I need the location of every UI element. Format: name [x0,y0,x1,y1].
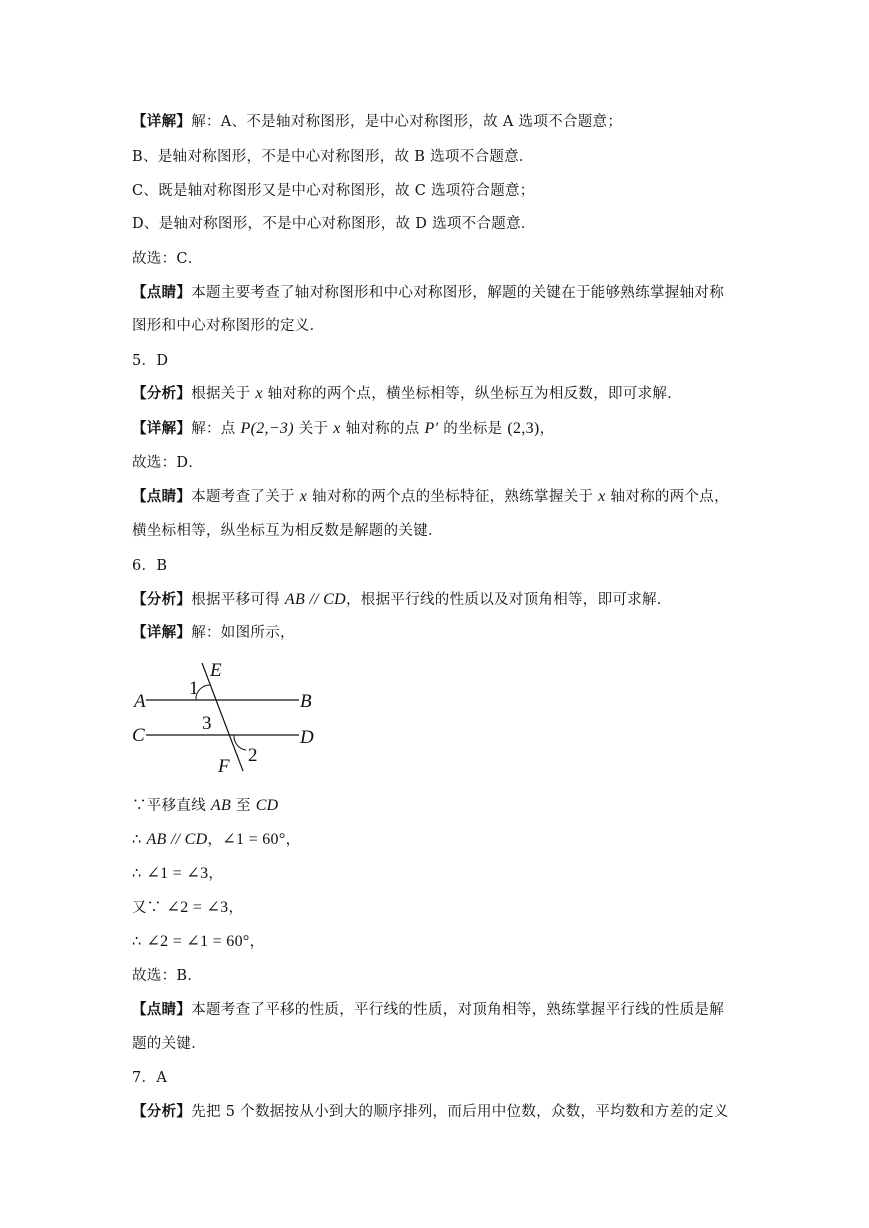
text-line: 【点睛】本题考查了平移的性质，平行线的性质，对顶角相等，熟练掌握平行线的性质是解 [132,1001,724,1018]
text-line: ∵平移直线 AB 至 CD [132,797,279,814]
text-line: 图形和中心对称图形的定义． [132,318,325,334]
label-b: B [300,691,312,712]
label-e: E [210,660,222,681]
text-line: 【分析】根据平移可得 AB // CD，根据平行线的性质以及对顶角相等，即可求解． [132,591,672,608]
label-a: A [134,691,146,712]
text-line: D、是轴对称图形，不是中心对称图形，故 D 选项不合题意． [132,216,536,232]
text-line: 故选：D． [132,455,204,471]
question-number: 7．A [132,1070,168,1086]
text-line: ∴ AB // CD，∠1 = 60°， [132,831,301,848]
angle-2-arc [234,735,246,750]
text-line: 横坐标相等，纵坐标互为相反数是解题的关键． [132,523,443,539]
label-angle-1: 1 [189,678,199,699]
text-line: ∴ ∠1 = ∠3， [132,865,224,882]
text-line: 【分析】先把 5 个数据按从小到大的顺序排列，而后用中位数，众数，平均数和方差的定义 [132,1103,729,1120]
question-number: 6．B [132,558,168,574]
label-d: D [300,727,314,748]
text-line: 【分析】根据关于 x 轴对称的两个点，横坐标相等，纵坐标互为相反数，即可求解． [132,385,683,402]
text-line: 又∵ ∠2 = ∠3， [132,899,244,916]
text-line: 【详解】解：如图所示， [132,624,295,641]
text-line: 题的关键． [132,1036,206,1052]
question-number: 5．D [132,353,169,369]
label-angle-2: 2 [248,745,258,766]
text-line: B、是轴对称图形，不是中心对称图形，故 B 选项不合题意． [132,149,534,165]
text-line: 故选：C． [132,251,203,267]
text-line: 【点睛】本题考查了关于 x 轴对称的两个点的坐标特征，熟练掌握关于 x 轴对称的两个点， [132,488,729,505]
parallel-lines-figure [126,655,326,777]
text-line: 【点睛】本题主要考查了轴对称图形和中心对称图形，解题的关键在于能够熟练掌握轴对称 [132,284,724,301]
text-line: 故选：B． [132,968,203,984]
text-line: ∴ ∠2 = ∠1 = 60°， [132,933,265,950]
label-c: C [132,725,145,746]
text-line: 【详解】解：A、不是轴对称图形，是中心对称图形，故 A 选项不合题意； [132,113,623,130]
text-line: C、既是轴对称图形又是中心对称图形，故 C 选项符合题意； [132,183,535,199]
text-line: 【详解】解：点 P(2,−3) 关于 x 轴对称的点 P′ 的坐标是 (2,3)， [132,420,555,437]
label-angle-3: 3 [202,713,212,734]
label-f: F [218,756,230,777]
